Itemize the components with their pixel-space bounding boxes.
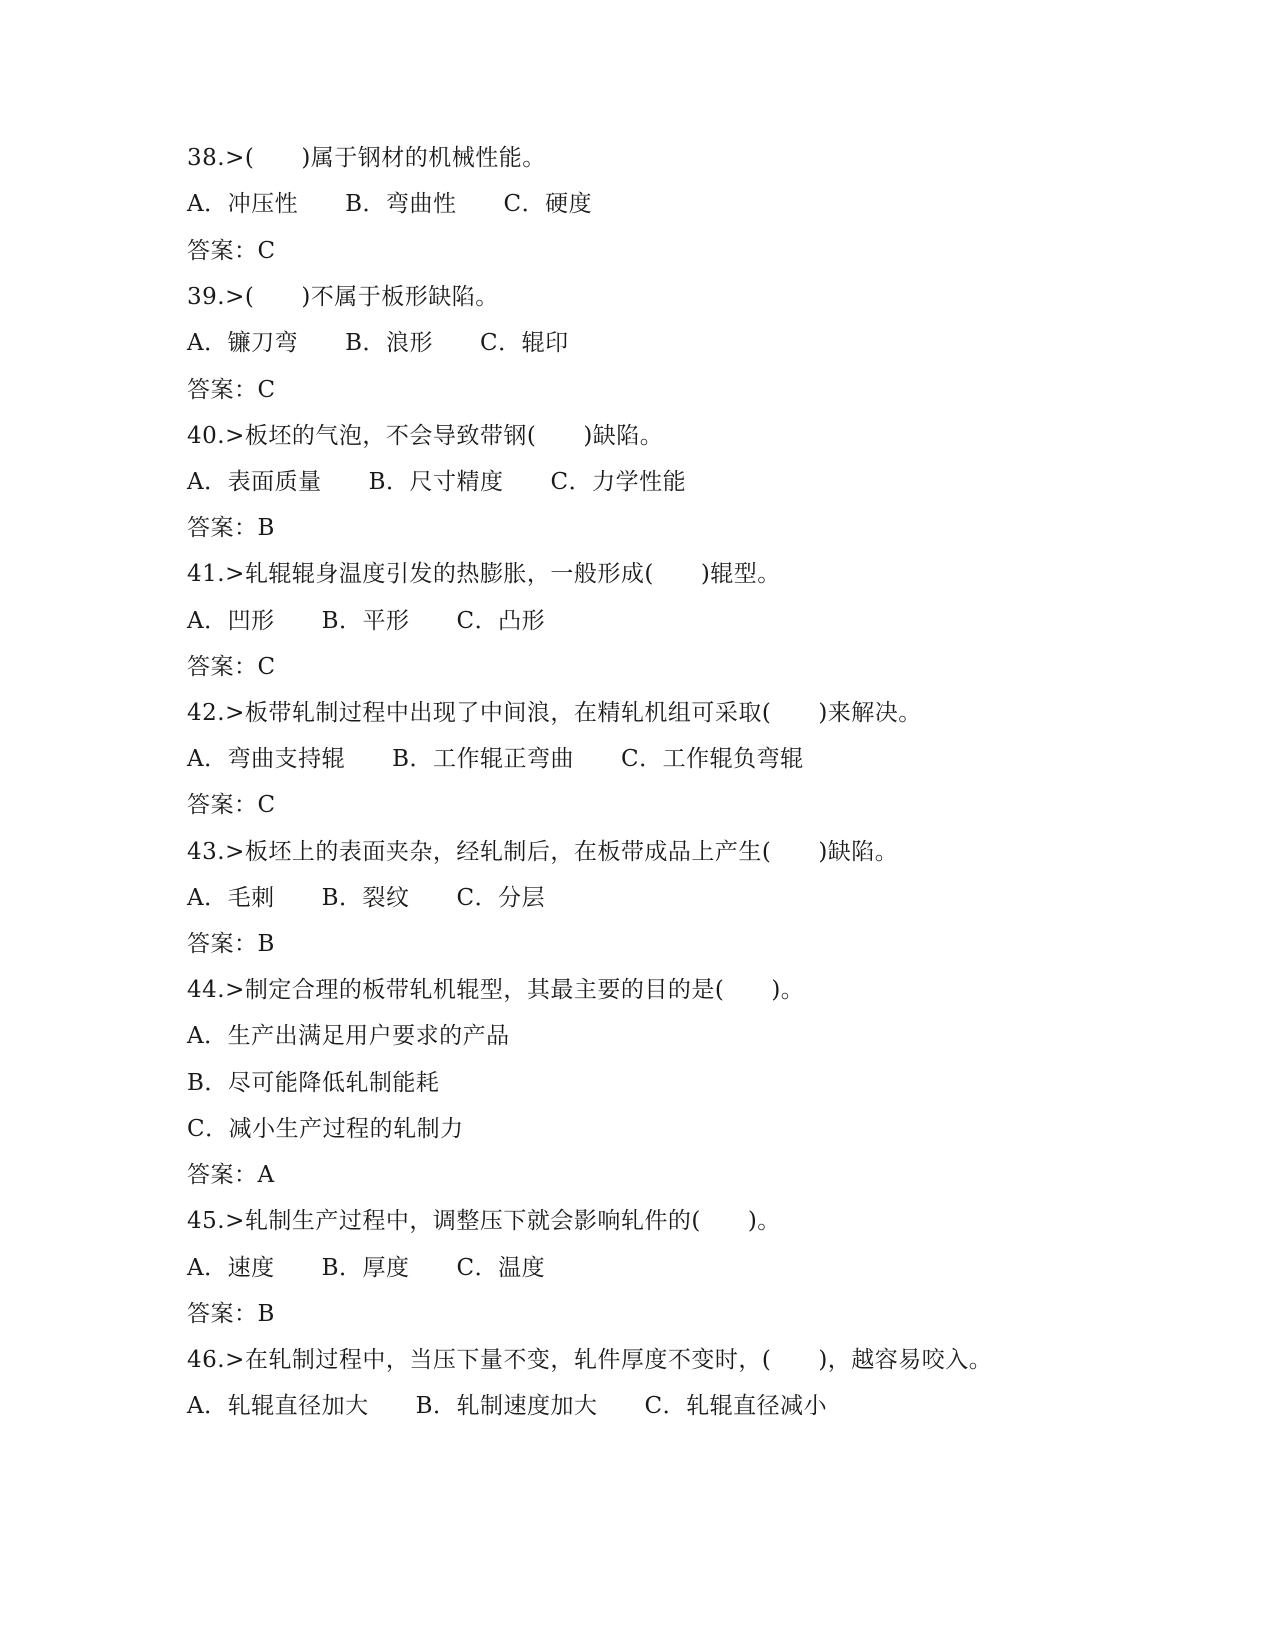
question-answer: 答案：C	[187, 238, 276, 264]
question-option-a: A．生产出满足用户要求的产品	[187, 1023, 510, 1049]
question-stem: 39.>( )不属于板形缺陷。	[187, 284, 499, 310]
question-answer: 答案：B	[187, 1301, 275, 1327]
question-answer: 答案：C	[187, 792, 276, 818]
question-option-c: C．减小生产过程的轧制力	[187, 1116, 464, 1142]
question-stem: 38.>( )属于钢材的机械性能。	[187, 145, 546, 171]
question-stem: 40.>板坯的气泡，不会导致带钢( )缺陷。	[187, 423, 664, 449]
question-options: A．镰刀弯 B．浪形 C．辊印	[187, 330, 569, 356]
question-options: A．冲压性 B．弯曲性 C．硬度	[187, 191, 593, 217]
question-stem: 46.>在轧制过程中，当压下量不变，轧件厚度不变时，( )，越容易咬入。	[187, 1347, 993, 1373]
question-option-b: B．尽可能降低轧制能耗	[187, 1070, 440, 1096]
question-options: A．速度 B．厚度 C．温度	[187, 1255, 546, 1281]
question-options: A．轧辊直径加大 B．轧制速度加大 C．轧辊直径减小	[187, 1393, 828, 1419]
question-options: A．弯曲支持辊 B．工作辊正弯曲 C．工作辊负弯辊	[187, 746, 804, 772]
question-answer: 答案：B	[187, 515, 275, 541]
question-options: A．凹形 B．平形 C．凸形	[187, 608, 546, 634]
question-answer: 答案：B	[187, 931, 275, 957]
question-stem: 43.>板坯上的表面夹杂，经轧制后，在板带成品上产生( )缺陷。	[187, 839, 899, 865]
question-options: A．表面质量 B．尺寸精度 C．力学性能	[187, 469, 687, 495]
question-stem: 41.>轧辊辊身温度引发的热膨胀，一般形成( )辊型。	[187, 561, 781, 587]
question-options: A．毛刺 B．裂纹 C．分层	[187, 885, 546, 911]
question-stem: 42.>板带轧制过程中出现了中间浪，在精轧机组可采取( )来解决。	[187, 700, 922, 726]
question-answer: 答案：C	[187, 654, 276, 680]
question-answer: 答案：A	[187, 1162, 275, 1188]
question-stem: 44.>制定合理的板带轧机辊型，其最主要的目的是( )。	[187, 977, 805, 1003]
question-stem: 45.>轧制生产过程中，调整压下就会影响轧件的( )。	[187, 1208, 781, 1234]
question-answer: 答案：C	[187, 377, 276, 403]
